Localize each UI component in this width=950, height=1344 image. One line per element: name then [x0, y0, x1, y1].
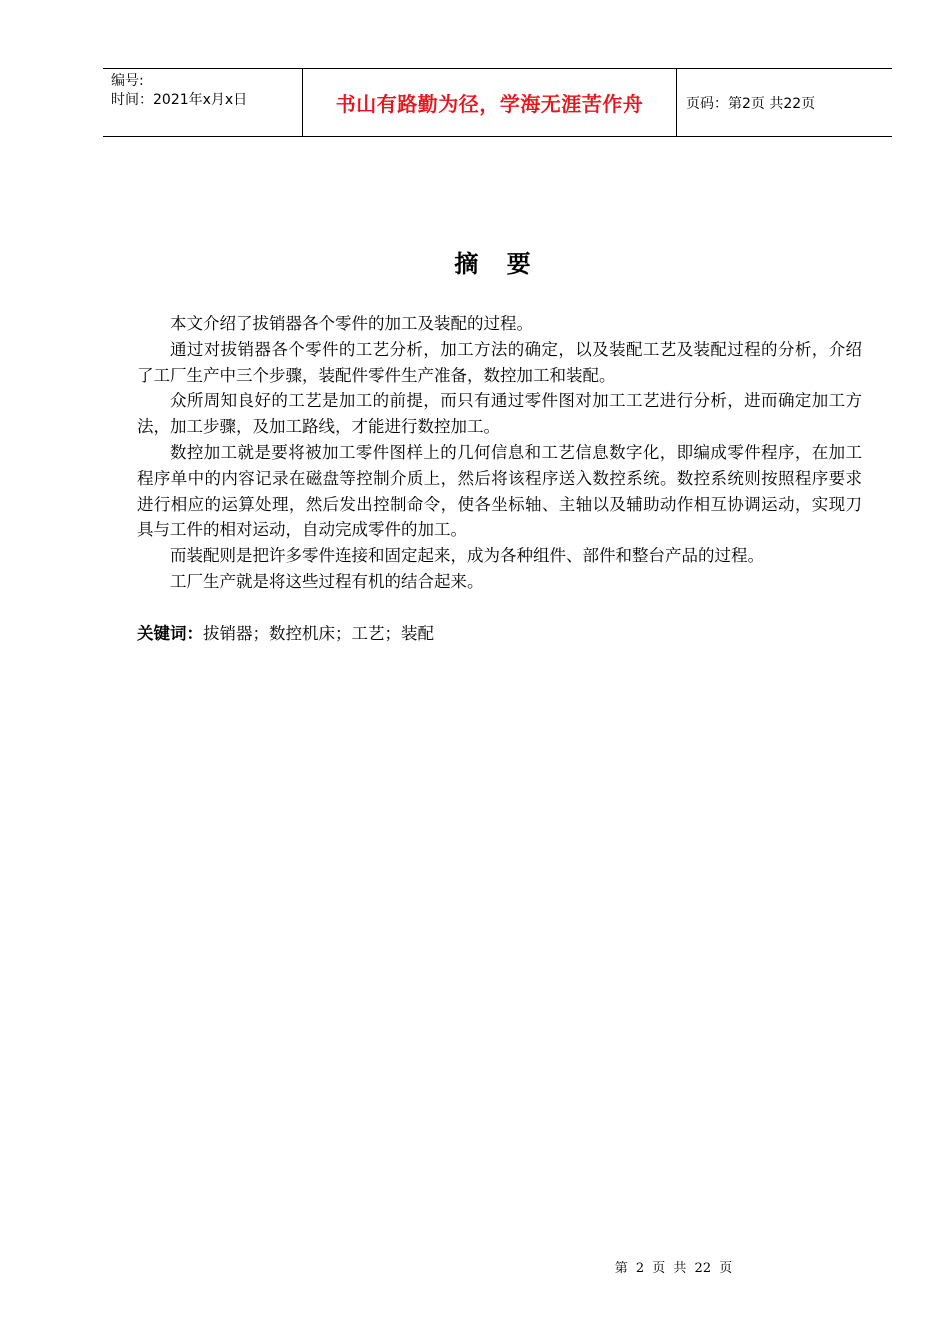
keywords-line [137, 620, 434, 644]
page-header [103, 68, 892, 137]
abstract-body [137, 311, 862, 595]
date-line: 时间：2021年x月x日 [111, 92, 248, 108]
page-indicator: 页码：第2页 共22页 [686, 95, 816, 112]
serial-number-label: 编号: [111, 73, 144, 89]
abstract-paragraph: 本文介绍了拔销器各个零件的加工及装配的过程。 [170, 314, 533, 333]
abstract-title: 摘 要 [454, 250, 541, 278]
abstract-paragraph: 而装配则是把许多零件连接和固定起来，成为各种组件、部件和整台产品的过程。 [170, 546, 764, 566]
page-footer: 第 2 页 共 22 页 [614, 1261, 733, 1276]
keywords-label: 关键词： [137, 624, 203, 643]
abstract-paragraph: 众所周知良好的工艺是加工的前提，而只有通过零件图对加工工艺进行分析，进而确定加工方法，加工步骤，及加工路线，才能进行数控加工。 [137, 391, 862, 437]
header-motto-cell [303, 69, 677, 136]
motto-text: 书山有路勤为径，学海无涯苦作舟 [335, 92, 644, 116]
abstract-paragraph: 通过对拔销器各个零件的工艺分析，加工方法的确定，以及装配工艺及装配过程的分析，介绍了工厂生产中三个步骤，装配件零件生产准备，数控加工和装配。 [137, 339, 862, 385]
keywords-value: 拔销器；数控机床；工艺；装配 [203, 624, 434, 643]
header-meta-cell [103, 69, 303, 136]
abstract-paragraph: 数控加工就是要将被加工零件图样上的几何信息和工艺信息数字化，即编成零件程序，在加工程序单中的内容记录在磁盘等控制介质上，然后将该程序送入数控系统。数控系统则按照程序要求进行相应的运算处理，然后发出控制命令，使各坐标轴、主轴以及辅助动作相互协调运动，实现刀具与工件的相对运动，自动完成零件的加工。 [137, 442, 862, 540]
abstract-paragraph: 工厂生产就是将这些过程有机的结合起来。 [170, 571, 484, 591]
header-page-cell [677, 69, 892, 136]
